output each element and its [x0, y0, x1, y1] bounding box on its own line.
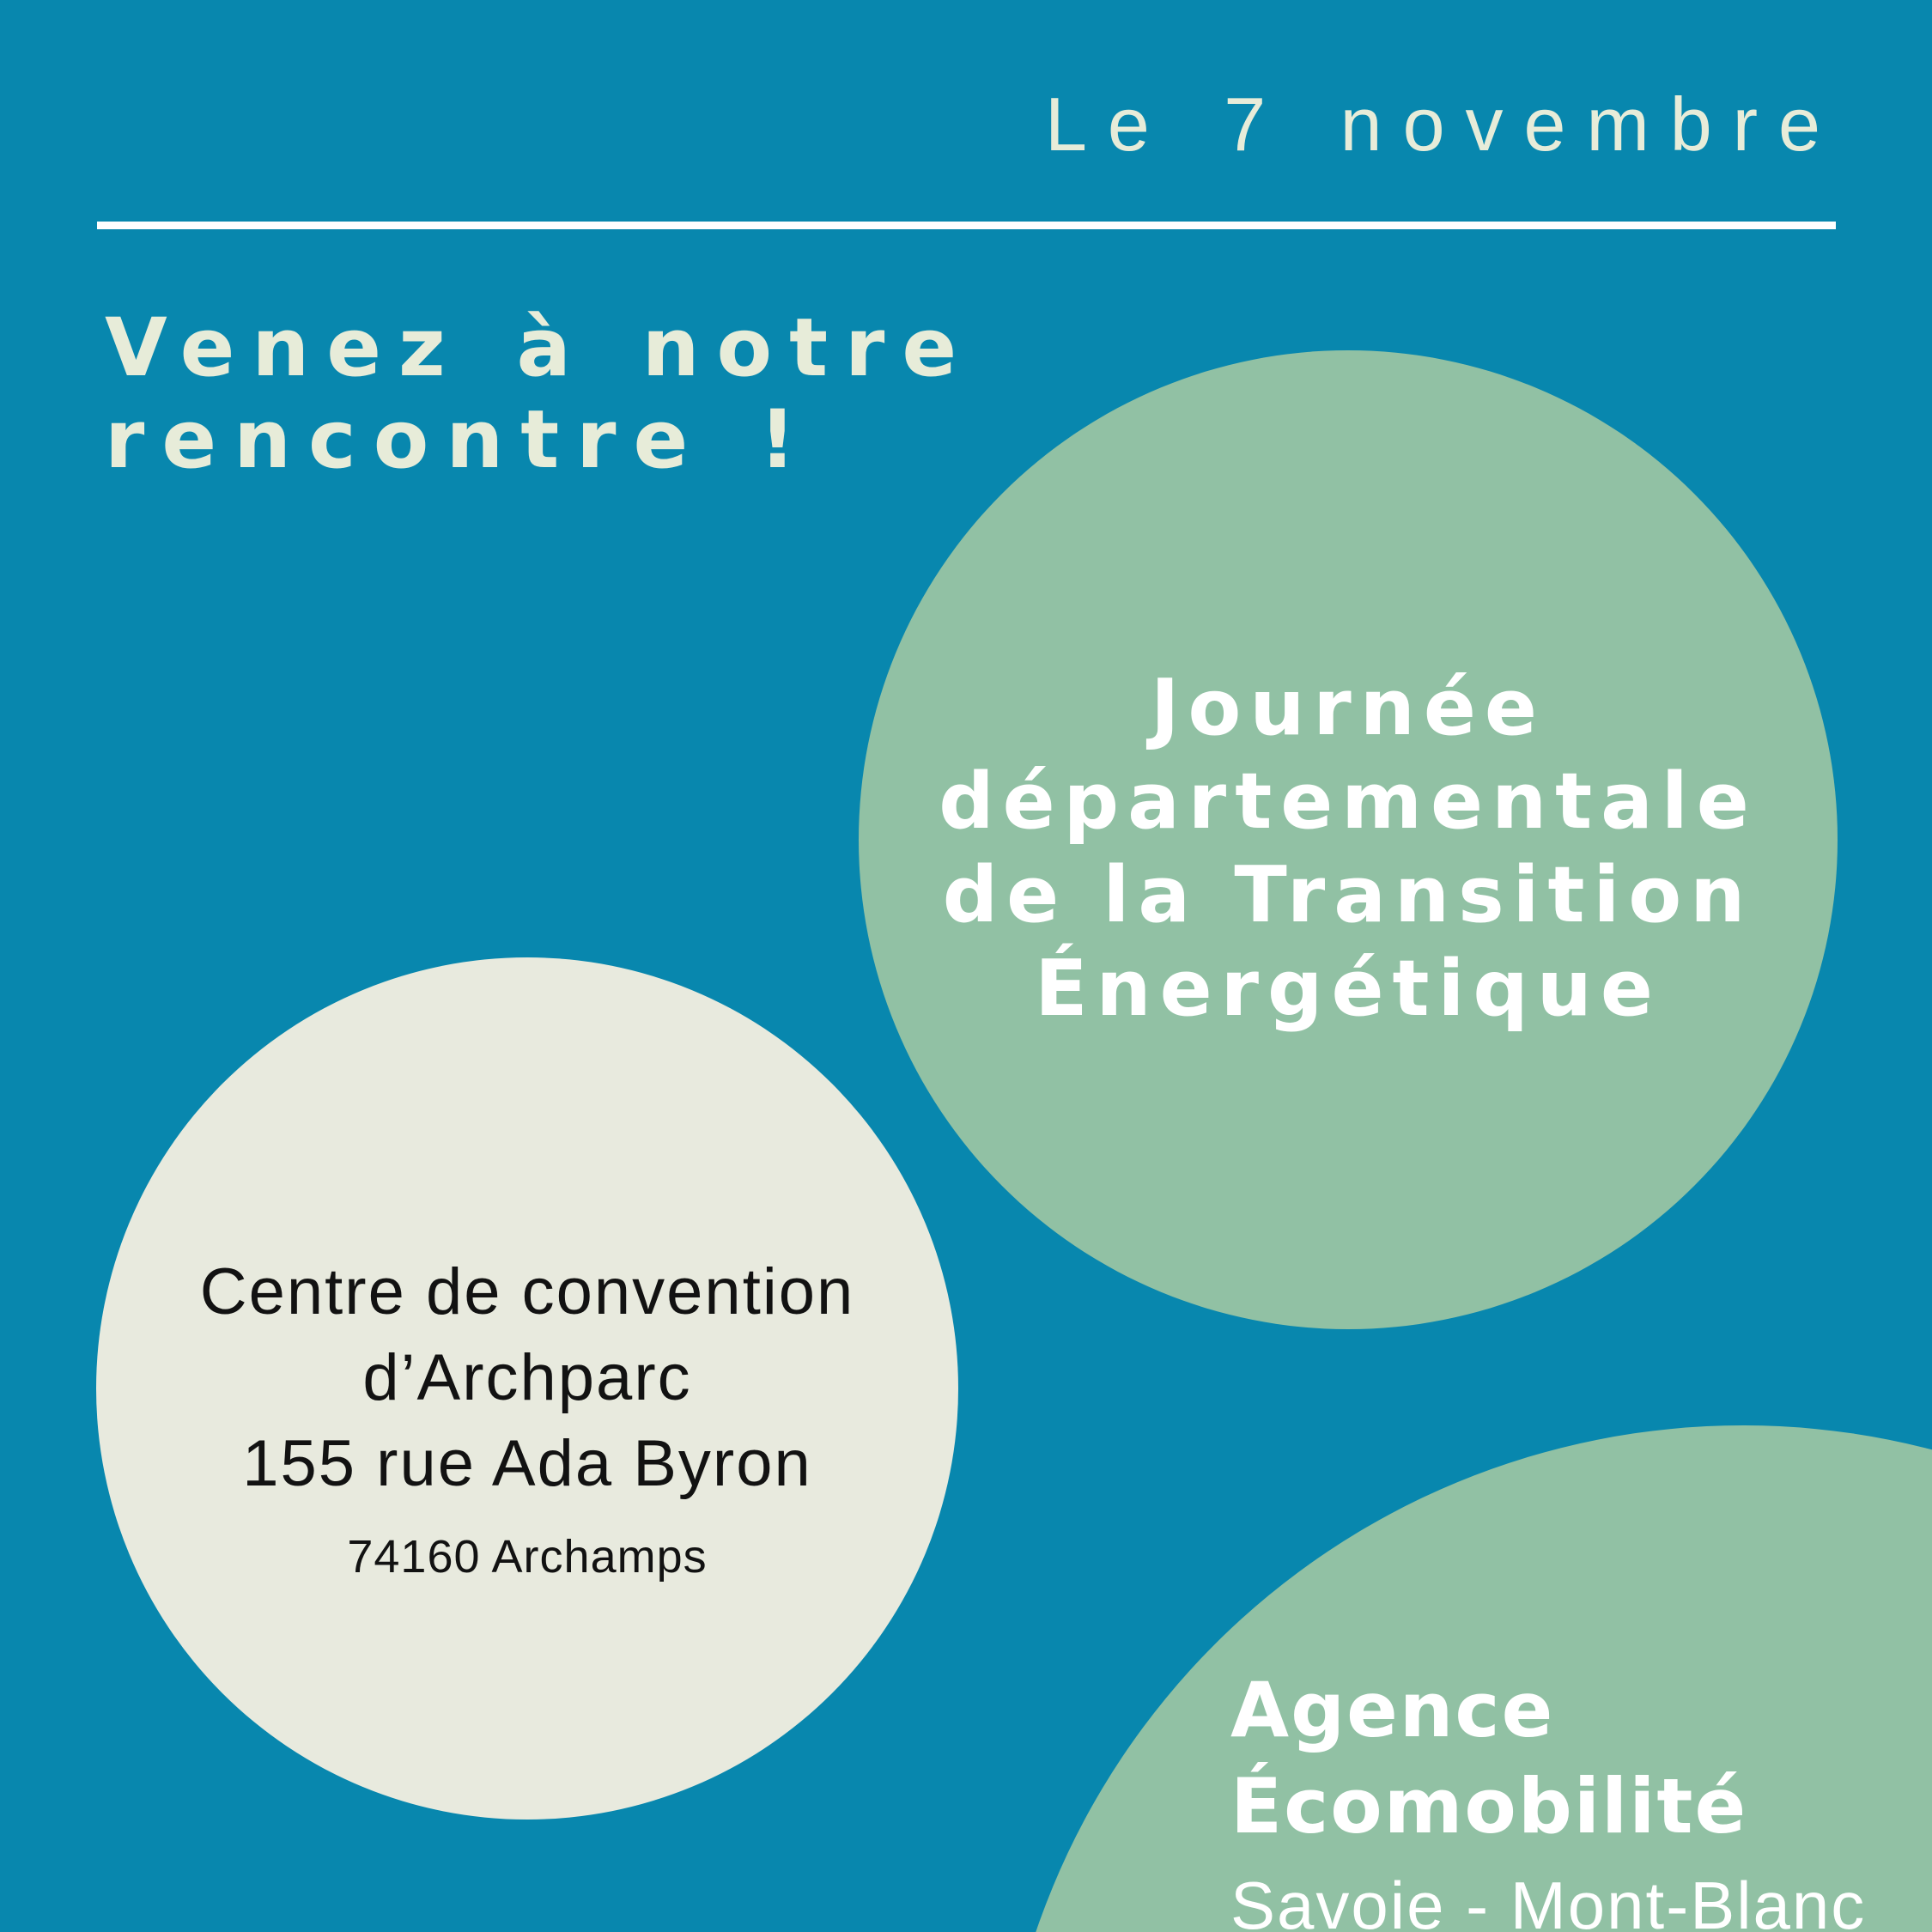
divider-line	[97, 222, 1836, 229]
headline-line-2: rencontre !	[105, 393, 813, 487]
event-title	[859, 661, 1838, 1036]
venue-postal-code: 74160 Archamps	[347, 1531, 708, 1583]
event-title-line-1: Journée	[1151, 663, 1546, 753]
organizer-name-line-2: Écomobilité	[1230, 1762, 1748, 1850]
event-title-line-3: de la Transition	[942, 850, 1754, 940]
headline-line-1: Venez à notre	[105, 301, 975, 395]
organizer-block	[1230, 1662, 1866, 1932]
venue-circle	[96, 957, 958, 1820]
event-title-line-4: Énergétique	[1035, 944, 1662, 1034]
venue-address-line-2: d’Archparc	[362, 1341, 692, 1414]
venue-address	[96, 1249, 958, 1584]
headline	[105, 302, 974, 486]
organizer-region: Savoie - Mont-Blanc	[1230, 1868, 1867, 1932]
venue-address-line-1: Centre de convention	[199, 1255, 855, 1328]
venue-address-line-3: 155 rue Ada Byron	[242, 1427, 812, 1500]
event-circle	[859, 350, 1838, 1329]
event-title-line-2: départementale	[939, 756, 1758, 847]
organizer-name-line-1: Agence	[1230, 1666, 1555, 1754]
date-label: Le 7 novembre	[1044, 82, 1841, 167]
organizer-circle	[996, 1425, 1932, 1932]
